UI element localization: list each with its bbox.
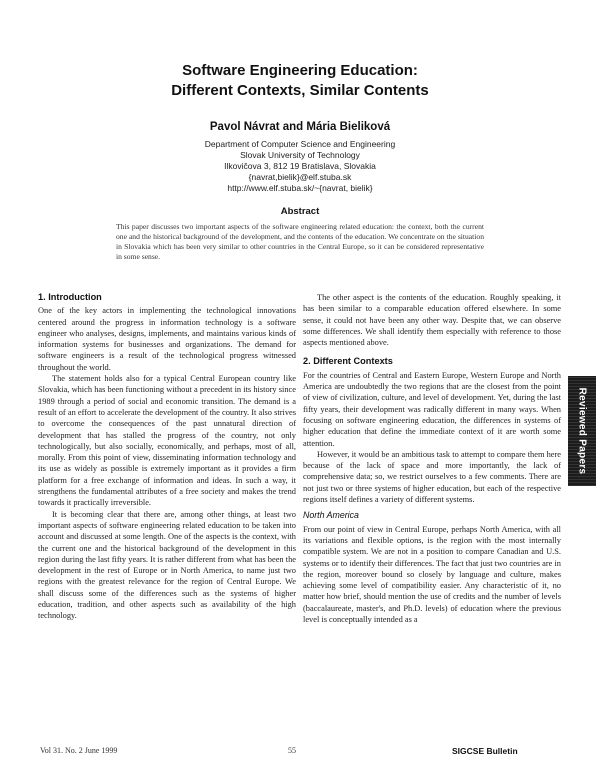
title-line-2: Different Contexts, Similar Contents — [171, 82, 429, 99]
paragraph: One of the key actors in implementing the technological innovations centered around the progress in information technology is a software engineer who analyses, designs, implements, and maintains various kinds of information systems for businesses and organizations. The demand for software engineers is a result of the technological progress witnessed throughout the world. — [38, 306, 296, 372]
footer-page-number: 55 — [288, 746, 296, 755]
affiliation-email: {navrat,bielik}@elf.stuba.sk — [248, 172, 352, 182]
subsection-heading-north-america: North America — [303, 510, 359, 521]
paper-title — [60, 61, 540, 101]
right-column — [303, 292, 561, 625]
paragraph: However, it would be an ambitious task to attempt to compare them here because of the lack of space and more importantly, the lack of comprehensive data; so, we restrict ourselves to a few comments. There are not just two or three systems of higher education, but each of the respective regions itself defines a variety of different systems. — [303, 449, 561, 505]
abstract-text: This paper discusses two important aspects of the software engineering related education: the context, both the current one and the historical background of the development, and the contents of the education. We concentrate on the situation in Slovakia which has been very similar to other countries in the Central Europe, so it can be considered representative in some sense. — [116, 222, 484, 261]
section-1-heading: 1. Introduction — [38, 292, 102, 302]
affiliation — [60, 139, 540, 194]
paragraph: From our point of view in Central Europe, perhaps North America, with all its variations and flexible options, is the region with the most internally compatible system. We are not in a position to compare Canadian and U.S. systems or to identify their differences. The fact that just two countries are in the region, moreover bound so closely by language and culture, makes achieving some level of compatibility easier. Any characteristic of it, no matter how brief, should mention the use of credits and the number of levels (baccalaureate, master's, and Ph.D. levels) of education where the previous level is conceptually intended as a — [303, 524, 561, 625]
affiliation-url: http://www.elf.stuba.sk/~{navrat, bielik} — [227, 183, 373, 193]
affiliation-department: Department of Computer Science and Engineering — [204, 139, 396, 149]
reviewed-papers-tab — [568, 376, 596, 486]
abstract-heading: Abstract — [280, 206, 320, 217]
affiliation-address: Ilkovičova 3, 812 19 Bratislava, Slovakia — [224, 161, 376, 171]
left-column — [38, 292, 296, 622]
title-line-1: Software Engineering Education: — [182, 62, 418, 79]
footer-bulletin: SIGCSE Bulletin — [452, 746, 518, 756]
reviewed-papers-label: Reviewed Papers — [576, 387, 588, 475]
paragraph: The statement holds also for a typical Central European country like Slovakia, which has been functioning without a precedent in its history since 1989 through a period of social and economic transition. The demand is a result of an effort to accelerate the development of the country. It also strives to overcome the consequences of the past unnatural direction of development that has stalled the progress of the country, not only technologically, but also socially, economically, and perhaps, most of all, morally. From this point of view, disseminating information technology and its use as widely as possible is extremely important as it provides a firm platform for a free exchange of information and ideas. In such a way, it strengthens the fundamental attributes of a free society and makes the trend towards it practically irreversible. — [38, 374, 296, 508]
footer-volume: Vol 31. No. 2 June 1999 — [40, 746, 118, 755]
authors: Pavol Návrat and Mária Bieliková — [209, 121, 391, 133]
paragraph: The other aspect is the contents of the education. Roughly speaking, it has been similar to a comparable education offered elsewhere. In some sense, it could not have been any other way. Despite that, we can observe some differences. We shall identify them especially with reference to those aspects mentioned above. — [303, 293, 561, 348]
section-2-heading: 2. Different Contexts — [303, 356, 393, 367]
paragraph: It is becoming clear that there are, among other things, at least two important aspects of software engineering related education to be taken into account and discussed at some length. One of the aspects is the context, with the current one and the historical background of the development in this region during the last fifty years. It is rather different from what has been the development in the rest of Europe or in North America, to name just two regions with the greatest relevance for the region of Central Europe. We shall discuss some of the differences such as the systems of higher education, tradition, and other aspects such as availability of the high technology. — [38, 509, 296, 621]
paragraph: For the countries of Central and Eastern Europe, Western Europe and North America are undoubtedly the two regions that are the closest from the point of view of civilization, culture, and level of development. Yet, during the last fifty years, their development was radically different in many ways. When focusing on software engineering education, the differences in systems of higher education that define the immediate context of it are worth some attention. — [303, 370, 561, 448]
affiliation-university: Slovak University of Technology — [240, 150, 360, 160]
